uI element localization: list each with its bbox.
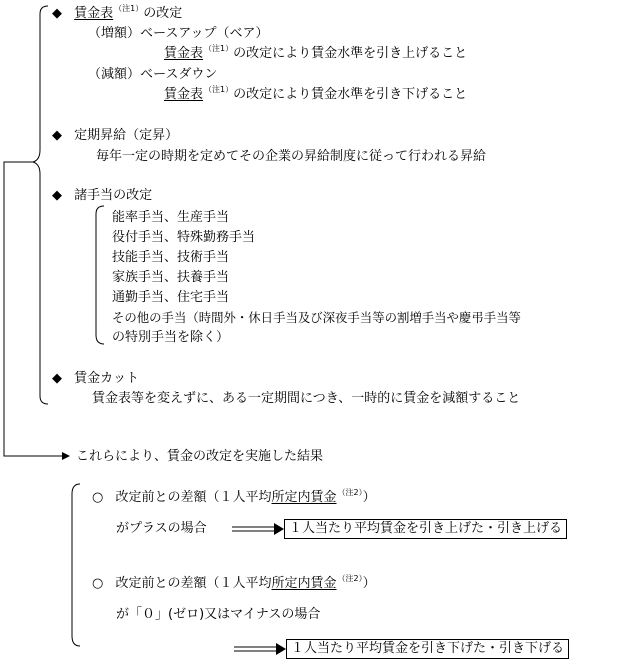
allowance-item: 能率手当、生産手当 xyxy=(112,210,230,225)
wage-table-heading xyxy=(52,6,182,23)
periodic-raise-title: 定期昇給（定昇） xyxy=(74,128,179,143)
case-1-prefix: 改定前との差額（１人平均 xyxy=(115,490,272,505)
increase-desc-note: （注1） xyxy=(204,44,234,53)
result-label: これらにより、賃金の改定を実施した結果 xyxy=(76,449,324,464)
cases-bracket xyxy=(72,484,80,646)
case-2-outcome-box: １人当たり平均賃金を引き下げた・引き下げる xyxy=(286,639,569,659)
allowances-heading xyxy=(52,188,152,204)
allowance-item: の特別手当を除く） xyxy=(112,330,230,345)
result-arrow-head xyxy=(62,452,70,460)
decrease-desc-term: 賃金表 xyxy=(164,87,204,102)
case-2-condition xyxy=(92,576,376,593)
case-1-outcome-box: １人当たり平均賃金を引き上げた・引き上げる xyxy=(284,519,567,539)
case-1-term: 所定内賃金 xyxy=(271,490,337,505)
circle-bullet-icon: ○ xyxy=(92,490,104,505)
periodic-raise-desc: 毎年一定の時期を定めてその企業の昇給制度に従って行われる昇給 xyxy=(96,149,487,164)
case-1-suffix: ） xyxy=(362,490,376,505)
diamond-bullet-icon: ◆ xyxy=(52,6,62,21)
increase-desc-term: 賃金表 xyxy=(164,46,204,61)
decrease-desc xyxy=(164,87,467,104)
double-arrow-1-shaft xyxy=(232,527,276,531)
allowance-item: 通勤手当、住宅手当 xyxy=(112,290,230,305)
increase-label: （増額）ベースアップ（ベア） xyxy=(88,26,269,41)
double-arrow-2-head xyxy=(276,643,286,655)
double-arrow-2-shaft xyxy=(234,647,278,651)
wage-cut-heading xyxy=(52,371,139,387)
circle-bullet-icon: ○ xyxy=(92,576,104,591)
wage-table-note: （注1） xyxy=(114,4,144,13)
allowances-bracket xyxy=(96,206,104,344)
case-2-note: （注2） xyxy=(337,574,363,583)
case-2-condition-line2: が「０」(ゼロ)又はマイナスの場合 xyxy=(116,607,321,622)
diamond-bullet-icon: ◆ xyxy=(52,128,62,143)
allowance-item: 家族手当、扶養手当 xyxy=(112,270,230,285)
diamond-bullet-icon: ◆ xyxy=(52,188,62,203)
allowances-title: 諸手当の改定 xyxy=(74,188,153,203)
case-2-suffix: ） xyxy=(362,576,376,591)
wage-cut-title: 賃金カット xyxy=(74,371,140,386)
wage-cut-desc: 賃金表等を変えずに、ある一定期間につき、一時的に賃金を減額すること xyxy=(92,391,521,406)
double-arrow-1-head xyxy=(274,523,284,535)
increase-desc xyxy=(164,46,467,63)
decrease-desc-text: の改定により賃金水準を引き下げること xyxy=(233,87,468,102)
allowance-item: その他の手当（時間外・休日手当及び深夜手当等の割増手当や慶弔手当等 xyxy=(112,310,521,325)
diamond-bullet-icon: ◆ xyxy=(52,371,62,386)
allowance-item: 技能手当、技術手当 xyxy=(112,250,230,265)
main-bracket xyxy=(33,6,48,404)
case-1-note: （注2） xyxy=(337,488,363,497)
connector-line xyxy=(4,162,62,456)
decrease-label: （減額）ベースダウン xyxy=(88,67,218,82)
case-1-condition xyxy=(92,490,376,507)
case-2-prefix: 改定前との差額（１人平均 xyxy=(115,576,272,591)
case-2-term: 所定内賃金 xyxy=(271,576,337,591)
increase-desc-text: の改定により賃金水準を引き上げること xyxy=(233,46,468,61)
case-1-condition-line2: がプラスの場合 xyxy=(116,521,207,536)
allowance-item: 役付手当、特殊勤務手当 xyxy=(112,230,256,245)
wage-table-term: 賃金表 xyxy=(74,6,114,21)
decrease-desc-note: （注1） xyxy=(204,85,234,94)
wage-table-suffix: の改定 xyxy=(143,6,183,21)
periodic-raise-heading xyxy=(52,128,178,144)
